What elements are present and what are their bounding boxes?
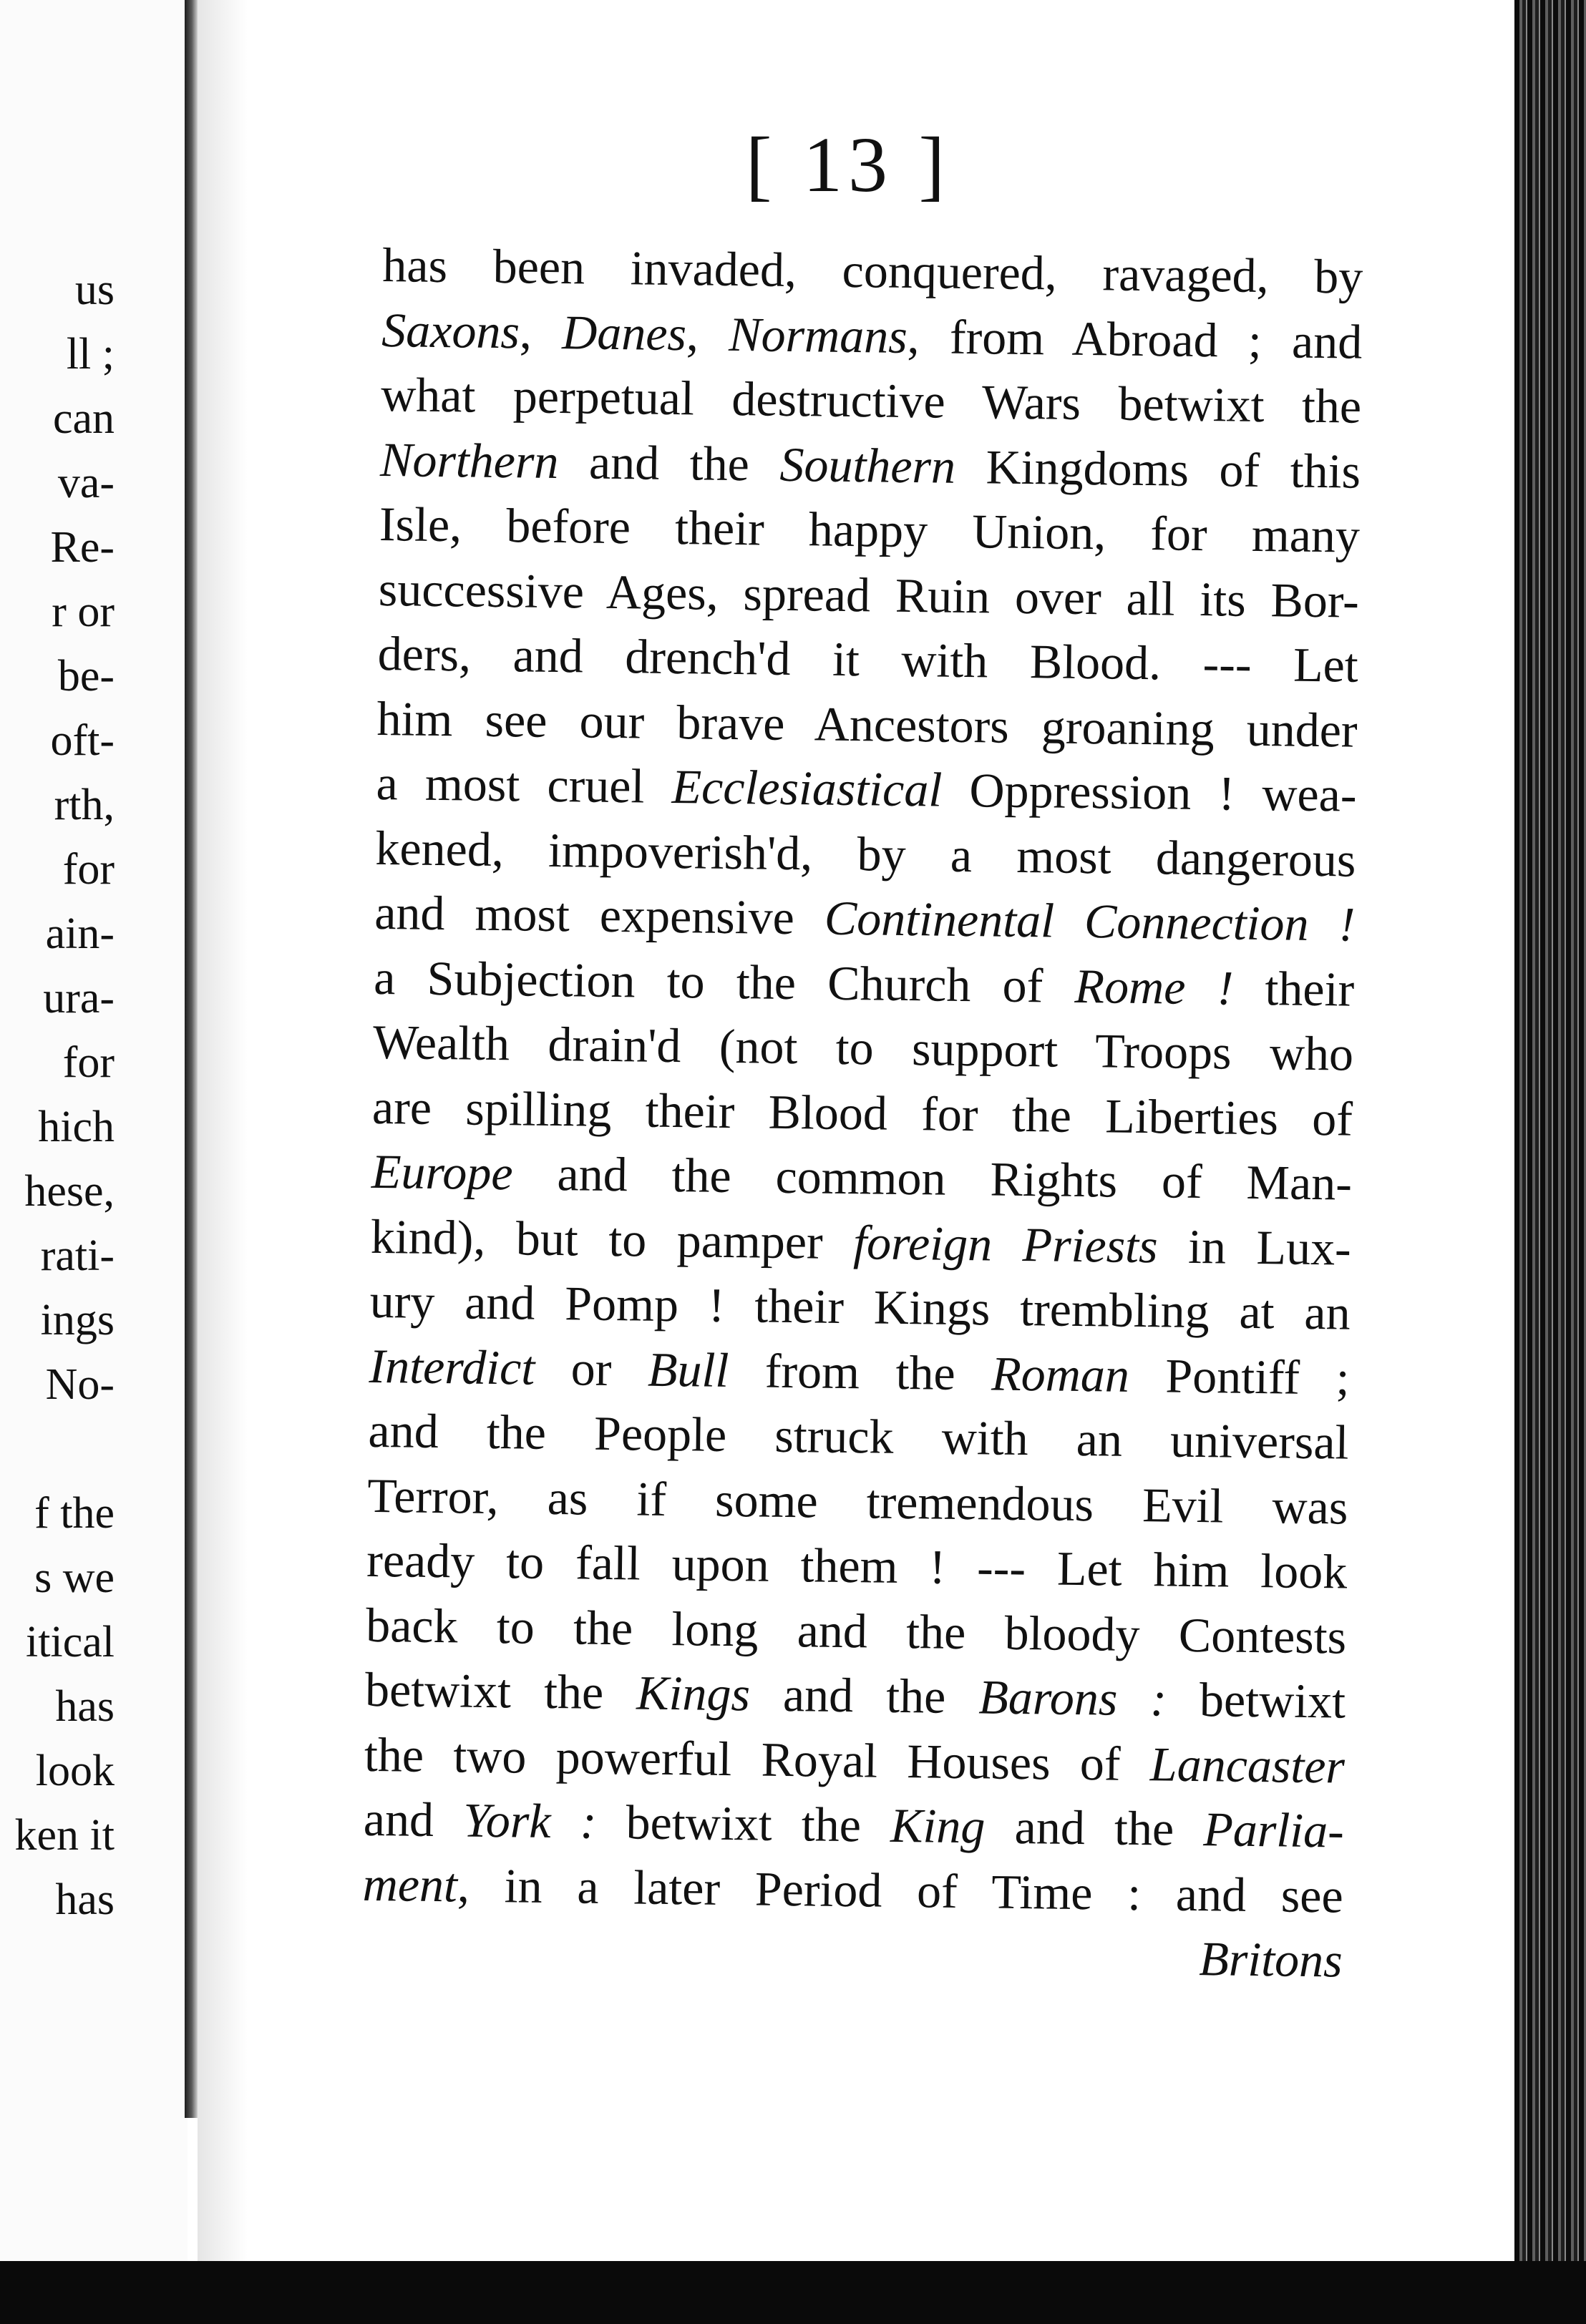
text-segment: Terror, as if some tremendous Evil was — [366, 1468, 1348, 1535]
text-segment: Isle, before their happy Union, for many — [379, 496, 1361, 563]
gutter-shadow — [198, 0, 248, 2261]
text-line — [369, 1269, 1351, 1345]
text-segment: , — [519, 303, 563, 359]
text-line — [365, 1657, 1346, 1734]
left-page-fragment: ings — [40, 1296, 115, 1344]
page-fore-edge — [1514, 0, 1586, 2261]
text-segment: him see our brave Ancestors groaning under — [376, 690, 1358, 758]
left-page-fragment: hich — [38, 1103, 115, 1151]
italic-text: King — [890, 1797, 986, 1854]
left-page-fragment: No- — [45, 1360, 115, 1409]
text-segment: kened, impoverish'd, by a most dangerous — [375, 820, 1356, 887]
left-page-fragment: look — [35, 1747, 115, 1795]
text-segment: and the common Rights of Man- — [512, 1146, 1353, 1211]
text-segment: kind), but to pamper — [370, 1209, 854, 1269]
text-segment: are spilling their Blood for the Liberties of — [371, 1079, 1353, 1146]
text-segment: , — [686, 306, 729, 361]
body-text — [361, 233, 1363, 1993]
italic-text: Roman — [991, 1346, 1130, 1402]
text-segment: has been invaded, conquered, ravaged, by — [381, 237, 1363, 304]
left-page-fragment: r or — [52, 587, 115, 636]
left-page-fragment: rth, — [54, 781, 115, 829]
text-line — [364, 1722, 1345, 1798]
text-segment: a Subjection to the Church of — [373, 949, 1076, 1013]
text-line — [375, 815, 1356, 892]
text-line — [380, 426, 1361, 503]
italic-text: Southern — [779, 436, 956, 494]
text-segment: and the — [984, 1799, 1204, 1857]
book-gutter — [185, 0, 198, 2118]
text-segment: their — [1232, 960, 1355, 1017]
text-line — [382, 233, 1363, 309]
text-segment: and the — [558, 434, 780, 492]
text-segment: and most expensive — [374, 884, 825, 945]
text-segment: ders, and drench'd it with Blood. --- Let — [377, 625, 1359, 693]
text-line — [363, 1787, 1344, 1863]
text-segment: Oppression ! wea- — [941, 762, 1357, 822]
left-page-fragment: rati- — [40, 1231, 115, 1280]
text-line — [373, 1010, 1354, 1086]
text-segment: Pontiff ; — [1129, 1347, 1351, 1405]
left-page-fragment: ll ; — [66, 330, 115, 379]
text-line — [369, 1333, 1350, 1410]
page-bottom-edge — [0, 2261, 1586, 2324]
left-page-fragment: ura- — [43, 974, 115, 1022]
text-segment: betwixt — [1166, 1671, 1346, 1729]
text-segment: what perpetual destructive Wars betwixt the — [380, 366, 1362, 434]
left-page-blank-line — [0, 1417, 115, 1481]
italic-text: Saxons — [381, 302, 520, 358]
left-page-fragment: oft- — [50, 716, 115, 765]
left-page-fragment: f the — [34, 1489, 115, 1538]
text-segment: Kingdoms of this — [955, 439, 1361, 499]
italic-text: Danes — [561, 304, 687, 361]
text-segment: and the People struck with an universal — [368, 1402, 1349, 1470]
text-segment: from the — [728, 1342, 992, 1401]
text-segment: betwixt the — [364, 1661, 637, 1720]
left-page-fragment: for — [62, 1038, 115, 1087]
text-line — [368, 1398, 1349, 1475]
text-line — [378, 556, 1359, 633]
text-segment: , from Abroad ; and — [907, 308, 1363, 369]
left-page-fragment: s we — [34, 1553, 115, 1602]
text-segment: in Lux- — [1157, 1218, 1352, 1276]
left-page-fragment: be- — [57, 652, 115, 700]
text-line — [379, 492, 1360, 568]
left-page-fragment: ken it — [14, 1811, 115, 1860]
text-segment: ury and Pomp ! their Kings trembling at an — [369, 1273, 1351, 1340]
text-line — [362, 1851, 1343, 1928]
text-line — [366, 1592, 1347, 1669]
left-page-fragment: Re- — [50, 523, 115, 572]
text-line — [376, 751, 1357, 827]
italic-text: ment — [362, 1856, 458, 1912]
italic-text: Kings — [636, 1665, 751, 1722]
text-line — [381, 362, 1362, 439]
italic-text: Parlia- — [1202, 1802, 1345, 1858]
text-segment: successive Ages, spread Ruin over all its Bor- — [378, 561, 1360, 628]
text-line — [381, 297, 1363, 374]
left-page-fragment: itical — [26, 1618, 115, 1666]
text-segment: and — [363, 1791, 464, 1847]
text-line — [366, 1528, 1348, 1604]
text-segment: betwixt the — [595, 1794, 891, 1852]
text-line — [374, 944, 1355, 1021]
italic-text: foreign Priests — [852, 1214, 1159, 1273]
italic-text: Normans — [728, 306, 908, 363]
page-number: [ 13 ] — [745, 121, 951, 208]
text-line — [374, 880, 1356, 957]
left-page-fragment: has — [55, 1875, 115, 1924]
left-page-text-fragments — [0, 258, 115, 1932]
text-line — [377, 621, 1358, 698]
text-segment: or — [534, 1340, 648, 1397]
italic-text: Interdict — [369, 1338, 535, 1395]
text-segment: a most cruel — [376, 755, 673, 814]
text-segment: , in a later Period of Time : and see — [457, 1857, 1344, 1923]
left-page-fragment: va- — [57, 459, 115, 507]
italic-text: Barons : — [978, 1669, 1167, 1727]
text-line — [371, 1139, 1352, 1216]
left-page-fragment: hese, — [24, 1167, 115, 1216]
left-page-fragment: can — [52, 394, 115, 443]
text-line — [376, 685, 1358, 762]
catchword: Britons — [1198, 1931, 1343, 1988]
text-line — [370, 1204, 1351, 1280]
italic-text: Northern — [379, 431, 559, 489]
text-segment: Wealth drain'd (not to support Troops who — [372, 1014, 1354, 1081]
left-page-fragment: for — [62, 845, 115, 894]
italic-text: Lancaster — [1149, 1736, 1346, 1794]
text-segment: the two powerful Royal Houses of — [364, 1727, 1151, 1791]
left-page-fragment: ain- — [45, 909, 115, 958]
text-segment: and the — [749, 1666, 979, 1724]
italic-text: Rome ! — [1074, 958, 1234, 1015]
text-line — [367, 1463, 1348, 1539]
italic-text: York : — [462, 1792, 597, 1849]
text-line — [372, 1074, 1353, 1151]
italic-text: Europe — [371, 1143, 514, 1201]
left-page-fragment: us — [74, 265, 115, 314]
italic-text: Bull — [647, 1342, 729, 1397]
text-segment: ready to fall upon them ! --- Let him look — [366, 1532, 1348, 1599]
italic-text: Continental Connection ! — [824, 890, 1356, 952]
left-page-fragment: has — [55, 1682, 115, 1731]
italic-text: Ecclesiastical — [671, 758, 943, 817]
text-segment: back to the long and the bloody Contests — [365, 1597, 1347, 1664]
